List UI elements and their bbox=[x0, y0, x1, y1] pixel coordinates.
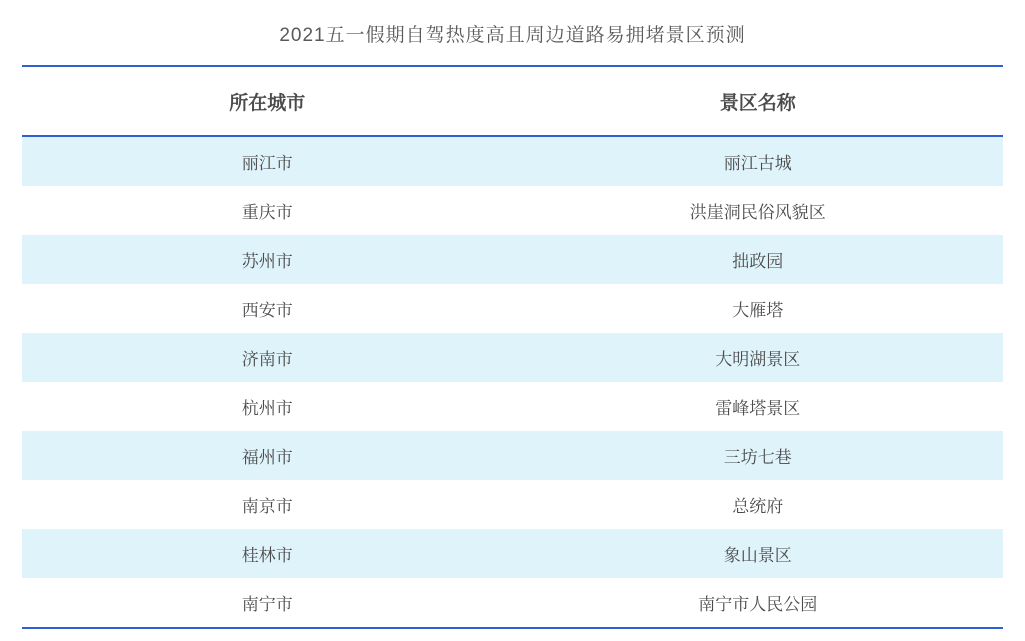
cell-city: 福州市 bbox=[22, 431, 513, 480]
cell-spot: 拙政园 bbox=[513, 235, 1004, 284]
cell-city: 西安市 bbox=[22, 284, 513, 333]
column-header-spot: 景区名称 bbox=[513, 67, 1004, 136]
table-row bbox=[22, 578, 1003, 627]
table-row bbox=[22, 235, 1003, 284]
table-row bbox=[22, 382, 1003, 431]
cell-spot: 三坊七巷 bbox=[513, 431, 1004, 480]
table-row bbox=[22, 284, 1003, 333]
cell-spot: 南宁市人民公园 bbox=[513, 578, 1004, 627]
table-row bbox=[22, 333, 1003, 382]
cell-city: 南京市 bbox=[22, 480, 513, 529]
cell-spot: 大雁塔 bbox=[513, 284, 1004, 333]
column-header-city: 所在城市 bbox=[22, 67, 513, 136]
cell-city: 苏州市 bbox=[22, 235, 513, 284]
table-body bbox=[22, 136, 1003, 627]
cell-spot: 洪崖洞民俗风貌区 bbox=[513, 186, 1004, 235]
data-table-wrapper bbox=[22, 65, 1003, 629]
table-row bbox=[22, 480, 1003, 529]
table-row bbox=[22, 186, 1003, 235]
cell-city: 南宁市 bbox=[22, 578, 513, 627]
page-title: 2021五一假期自驾热度高且周边道路易拥堵景区预测 bbox=[279, 25, 746, 46]
cell-spot: 象山景区 bbox=[513, 529, 1004, 578]
table-header bbox=[22, 67, 1003, 136]
cell-spot: 雷峰塔景区 bbox=[513, 382, 1004, 431]
table-row bbox=[22, 431, 1003, 480]
data-table bbox=[22, 67, 1003, 627]
cell-city: 济南市 bbox=[22, 333, 513, 382]
table-row bbox=[22, 136, 1003, 186]
cell-city: 重庆市 bbox=[22, 186, 513, 235]
cell-city: 桂林市 bbox=[22, 529, 513, 578]
cell-city: 杭州市 bbox=[22, 382, 513, 431]
table-row bbox=[22, 529, 1003, 578]
cell-spot: 大明湖景区 bbox=[513, 333, 1004, 382]
table-header-row bbox=[22, 67, 1003, 136]
cell-spot: 总统府 bbox=[513, 480, 1004, 529]
cell-city: 丽江市 bbox=[22, 136, 513, 186]
cell-spot: 丽江古城 bbox=[513, 136, 1004, 186]
